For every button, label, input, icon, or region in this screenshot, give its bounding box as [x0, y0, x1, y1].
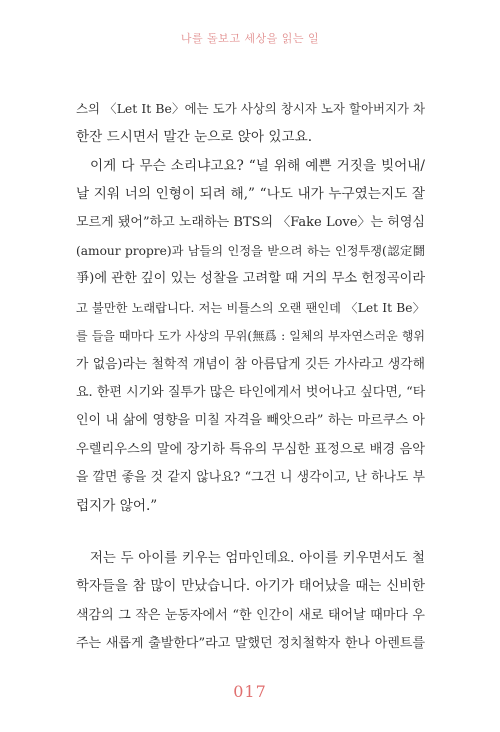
text-line: 이게 다 무슨 소리냐고요? “널 위해 예쁜 거짓을 빚어내/	[90, 157, 425, 174]
text-line: 고 불만한 노래랍니다. 저는 비틀스의 오랜 팬인데 〈Let It Be〉	[76, 300, 425, 315]
text-line: 인이 내 삶에 영향을 미칠 자격을 빼앗으라” 하는 마르쿠스 아	[76, 413, 425, 429]
text-line: 날 지워 너의 인형이 되려 해,” “나도 내가 누구였는지도 잘	[76, 186, 425, 203]
text-line: 우렐리우스의 말에 장기하 특유의 무심한 표정으로 배경 음악	[76, 441, 425, 457]
text-line: 저는 두 아이를 키우는 엄마인데요. 아이를 키우면서도 철	[90, 550, 425, 566]
text-line: 가 없음)라는 철학적 개념이 참 아름답게 깃든 가사라고 생각해	[76, 356, 425, 372]
text-line: 를 들을 때마다 도가 사상의 무위(無爲 : 일체의 부자연스러운 행위	[76, 329, 425, 344]
text-line: 주는 새롭게 출발한다”라고 말했던 정치철학자 한나 아렌트를	[76, 636, 425, 652]
text-line: 요. 한편 시기와 질투가 많은 타인에게서 벗어나고 싶다면, “타	[76, 384, 426, 400]
page-number: 017	[233, 682, 267, 701]
text-line: 색감의 그 작은 눈동자에서 “한 인간이 새로 태어날 때마다 우	[76, 607, 425, 623]
paragraph-gap	[76, 521, 425, 545]
text-line: (amour propre)과 남들의 인정을 받으려 하는 인정투쟁(認定鬪	[76, 243, 425, 258]
text-line: 스의 〈Let It Be〉에는 도가 사상의 창시자 노자 할아버지가 차	[76, 101, 425, 116]
text-line: 爭)에 관한 깊이 있는 성찰을 고려할 때 거의 무소 헌정곡이라	[76, 271, 426, 287]
text-line: 럽지가 않어.”	[76, 498, 158, 515]
text-line: 모르게 됐어”하고 노래하는 BTS의 〈Fake Love〉는 허영심	[76, 214, 425, 230]
text-line: 한잔 드시면서 말간 눈으로 앉아 있고요.	[76, 129, 313, 146]
running-header: 나를 돌보고 세상을 읽는 일	[180, 32, 320, 45]
body-text	[76, 95, 425, 658]
text-line: 을 깔면 좋을 것 같지 않나요? “그건 니 생각이고, 난 하나도 부	[76, 470, 425, 486]
text-line: 학자들을 참 많이 만났습니다. 아기가 태어났을 때는 신비한	[76, 579, 425, 595]
